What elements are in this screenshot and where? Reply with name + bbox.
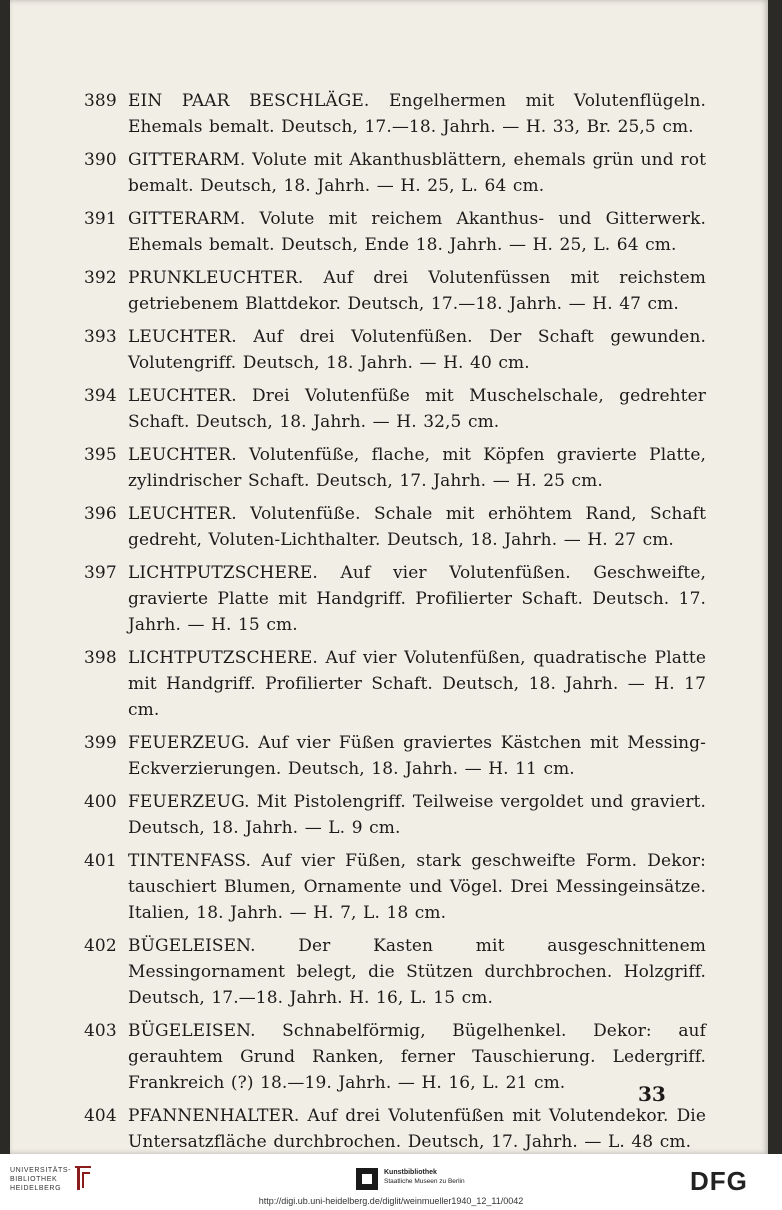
entry-number: 397 xyxy=(84,563,117,583)
page-number: 33 xyxy=(638,1082,666,1106)
entry-text: EIN PAAR BESCHLÄGE. Engelhermen mit Volutenflügeln. Ehemals bemalt. Deutsch, 17.—18. Jahrh. — H. 33, Br. 25,5 cm. xyxy=(128,91,706,137)
entry-number: 391 xyxy=(84,209,117,229)
footer-bar xyxy=(0,1154,782,1210)
entry-text: LICHTPUTZSCHERE. Auf vier Volutenfüßen, quadratische Platte mit Handgriff. Profilierter Schaft. Deutsch, 18. Jahrh. — H. 17 cm. xyxy=(128,648,706,720)
catalog-entries xyxy=(84,88,706,1162)
entry-text: BÜGELEISEN. Schnabelförmig, Bügelhenkel. Dekor: auf gerauhtem Grund Ranken, ferner Tauschierung. Ledergriff. Frankreich (?) 18.—19. Jahrh. — H. 16, L. 21 cm. xyxy=(128,1021,706,1093)
catalog-entry xyxy=(84,442,706,494)
catalog-entry xyxy=(84,645,706,723)
catalog-entry xyxy=(84,933,706,1011)
kunstbibliothek-title: Kunstbibliothek xyxy=(384,1169,437,1176)
university-line-1: UNIVERSITÄTS- xyxy=(10,1167,72,1174)
entry-text: FEUERZEUG. Auf vier Füßen graviertes Kästchen mit Messing-Eckverzierungen. Deutsch, 18. Jahrh. — H. 11 cm. xyxy=(128,733,706,779)
entry-text: LEUCHTER. Drei Volutenfüße mit Muschelschale, gedrehter Schaft. Deutsch, 18. Jahrh. — H. 32,5 cm. xyxy=(128,386,706,432)
entry-number: 389 xyxy=(84,91,117,111)
entry-number: 404 xyxy=(84,1106,117,1126)
entry-number: 396 xyxy=(84,504,117,524)
kunstbibliothek-logo-icon xyxy=(356,1168,378,1190)
entry-number: 392 xyxy=(84,268,117,288)
entry-text: PRUNKLEUCHTER. Auf drei Volutenfüssen mit reichstem getriebenem Blattdekor. Deutsch, 17.—18. Jahrh. — H. 47 cm. xyxy=(128,268,706,314)
catalog-entry xyxy=(84,265,706,317)
entry-number: 402 xyxy=(84,936,117,956)
entry-text: FEUERZEUG. Mit Pistolengriff. Teilweise vergoldet und graviert. Deutsch, 18. Jahrh. — L. 9 cm. xyxy=(128,792,706,838)
source-url-link[interactable]: http://digi.ub.uni-heidelberg.de/diglit/weinmueller1940_12_11/0042 xyxy=(258,1196,524,1206)
university-line-2: BIBLIOTHEK xyxy=(10,1176,58,1183)
entry-number: 401 xyxy=(84,851,117,871)
entry-text: LEUCHTER. Auf drei Volutenfüßen. Der Schaft gewunden. Volutengriff. Deutsch, 18. Jahrh. — H. 40 cm. xyxy=(128,327,706,373)
entry-number: 398 xyxy=(84,648,117,668)
entry-text: LEUCHTER. Volutenfüße, flache, mit Köpfen gravierte Platte, zylindrischer Schaft. Deutsch, 17. Jahrh. — H. 25 cm. xyxy=(128,445,706,491)
kunstbibliothek-label xyxy=(384,1168,465,1186)
entry-number: 390 xyxy=(84,150,117,170)
kunstbibliothek-subtitle: Staatliche Museen zu Berlin xyxy=(384,1178,465,1185)
entry-text: LEUCHTER. Volutenfüße. Schale mit erhöhtem Rand, Schaft gedreht, Voluten-Lichthalter. Deutsch, 18. Jahrh. — H. 27 cm. xyxy=(128,504,706,550)
entry-text: LICHTPUTZSCHERE. Auf vier Volutenfüßen. Geschweifte, gravierte Platte mit Handgriff. Profilierter Schaft. Deutsch. 17. Jahrh. — H. 15 cm. xyxy=(128,563,706,635)
entry-text: TINTENFASS. Auf vier Füßen, stark geschweifte Form. Dekor: tauschiert Blumen, Ornamente und Vögel. Drei Messingeinsätze. Italien, 18. Jahrh. — H. 7, L. 18 cm. xyxy=(128,851,706,923)
entry-number: 399 xyxy=(84,733,117,753)
catalog-entry xyxy=(84,789,706,841)
catalog-entry xyxy=(84,1018,706,1096)
entry-number: 400 xyxy=(84,792,117,812)
dfg-logo: DFG xyxy=(690,1166,748,1196)
catalog-entry xyxy=(84,383,706,435)
catalog-entry xyxy=(84,848,706,926)
entry-number: 395 xyxy=(84,445,117,465)
entry-text: GITTERARM. Volute mit Akanthusblättern, ehemals grün und rot bemalt. Deutsch, 18. Jahrh. — H. 25, L. 64 cm. xyxy=(128,150,706,196)
university-line-3: HEIDELBERG xyxy=(10,1185,62,1192)
catalog-entry xyxy=(84,730,706,782)
entry-number: 393 xyxy=(84,327,117,347)
entry-text: GITTERARM. Volute mit reichem Akanthus- und Gitterwerk. Ehemals bemalt. Deutsch, Ende 18. Jahrh. — H. 25, L. 64 cm. xyxy=(128,209,706,255)
entry-text: PFANNENHALTER. Auf drei Volutenfüßen mit Volutendekor. Die Untersatzfläche durchbrochen. Deutsch, 17. Jahrh. — L. 48 cm. xyxy=(128,1106,706,1152)
catalog-entry xyxy=(84,324,706,376)
catalog-entry xyxy=(84,501,706,553)
catalog-entry xyxy=(84,560,706,638)
entry-text: BÜGELEISEN. Der Kasten mit ausgeschnittenem Messingornament belegt, die Stützen durchbrochen. Holzgriff. Deutsch, 17.—18. Jahrh. H. 16, L. 15 cm. xyxy=(128,936,706,1008)
document-page xyxy=(10,0,768,1154)
entry-number: 403 xyxy=(84,1021,117,1041)
catalog-entry xyxy=(84,1103,706,1155)
catalog-entry xyxy=(84,206,706,258)
university-logo-text xyxy=(10,1166,71,1193)
university-emblem-icon xyxy=(72,1164,94,1192)
entry-number: 394 xyxy=(84,386,117,406)
catalog-entry xyxy=(84,147,706,199)
catalog-entry xyxy=(84,88,706,140)
